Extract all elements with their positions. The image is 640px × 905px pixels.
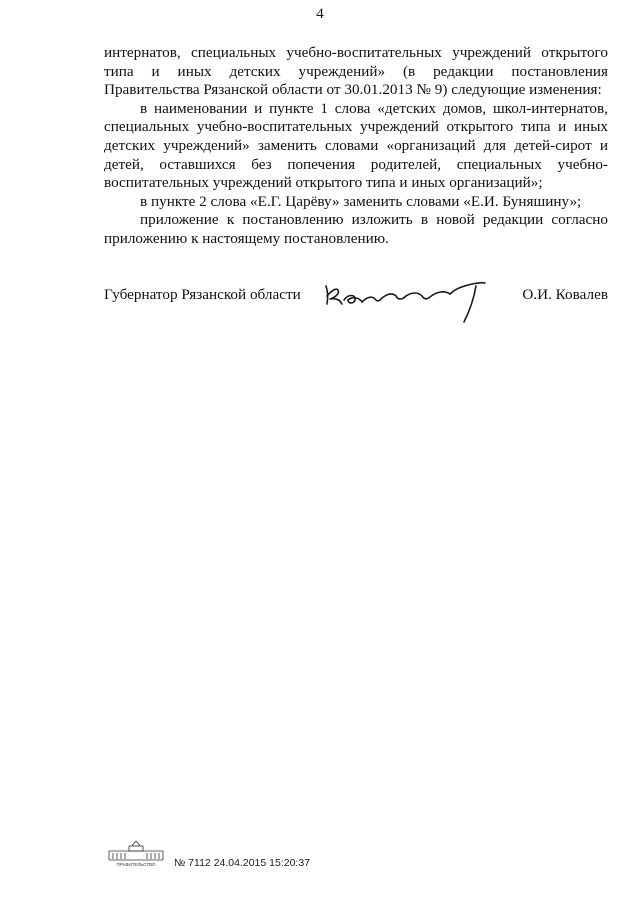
paragraph-point-2: в пункте 2 слова «Е.Г. Царёву» заменить словами «Е.И. Буняшину»;: [140, 192, 582, 210]
stamp-caption: ПРАВИТЕЛЬСТВО: [116, 862, 156, 867]
registration-number: № 7112: [174, 857, 211, 869]
paragraph-continuation: интернатов, специальных учебно-воспитательных учреждений открытого типа и иных детских учреждений» (в редакции постановления Правительства Рязанской области от 30.01.2013 № 9) следующие изменения:: [104, 44, 608, 99]
paragraph-rename: в наименовании и пункте 1 слова «детских домов, школ-интернатов, специальных учебно-воспитательных учреждений открытого типа и иных детских учреждений» заменить словами «организаций для детей-сирот и детей, оставшихся без попечения родителей, специальных учебно-воспитательных учреждений открытого типа и иных организаций»;: [104, 99, 608, 192]
paragraph-appendix: приложение к постановлению изложить в новой редакции согласно приложению к настоящему постановлению.: [104, 211, 608, 247]
registration-info: [174, 857, 310, 869]
governor-title: Губернатор Рязанской области: [104, 286, 301, 303]
handwritten-signature: [322, 274, 492, 324]
page-number: 4: [316, 6, 324, 22]
registration-stamp: [107, 838, 165, 868]
governor-name: О.И. Ковалев: [522, 286, 608, 303]
registration-datetime: 24.04.2015 15:20:37: [213, 857, 311, 869]
document-body: [104, 44, 608, 249]
